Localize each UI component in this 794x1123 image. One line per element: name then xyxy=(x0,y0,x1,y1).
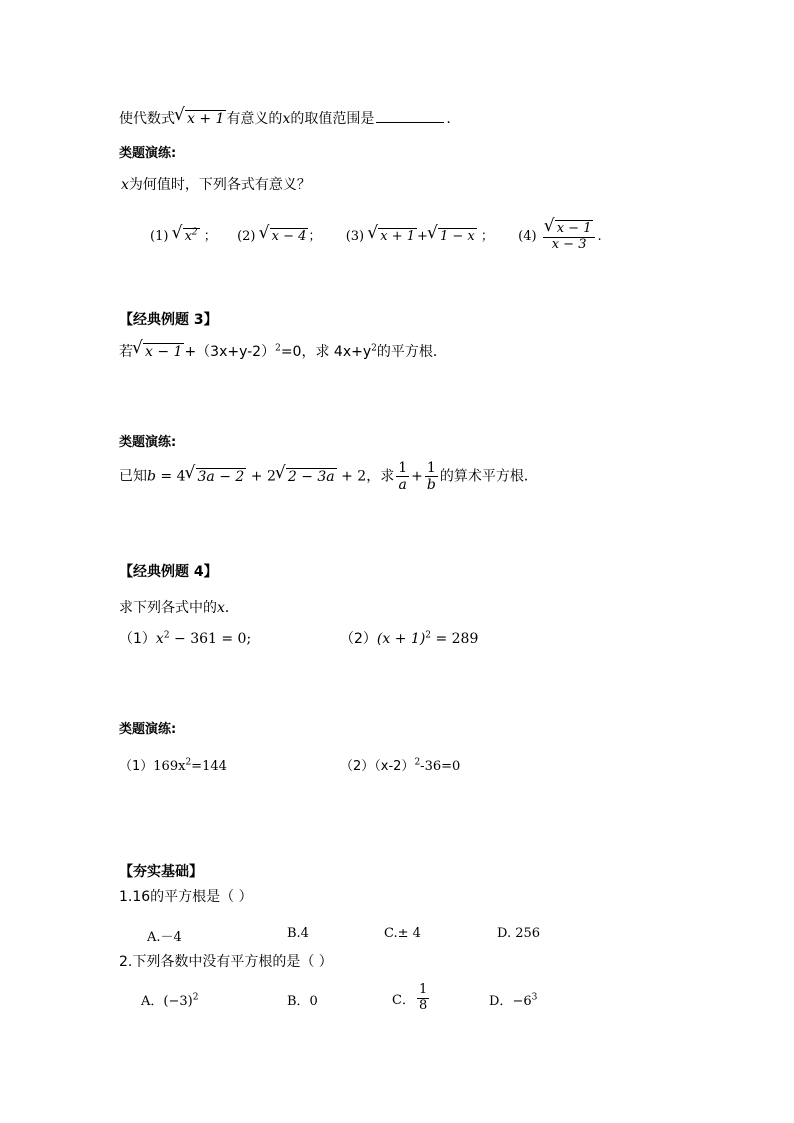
p2-b: b xyxy=(147,468,156,485)
q2-a-exp: 2 xyxy=(192,992,199,1003)
practice-label: 类题演练: xyxy=(119,146,177,161)
example4-item2-exp: 2 xyxy=(425,630,432,641)
example3-radicand: x − 1 xyxy=(145,344,183,360)
p2-frac1-num: 1 xyxy=(398,460,408,476)
example3-exp: 2 xyxy=(275,343,281,354)
example3-exp2: 2 xyxy=(371,343,377,354)
question-sqrt-domain xyxy=(119,110,451,126)
p2-pre: 已知 xyxy=(119,468,147,485)
practice1-prompt xyxy=(121,178,311,192)
q2-a-label: A． xyxy=(141,994,164,1009)
p2-frac2-den: b xyxy=(426,477,436,494)
q1-suffix1: 有意义的 xyxy=(226,111,283,127)
p1-item2-sep: ； xyxy=(308,228,322,244)
example3-pre: 若 xyxy=(119,344,133,360)
example3-end: 的平方根． xyxy=(376,344,447,360)
example3-post: =0，求 4x+y xyxy=(280,344,372,360)
p2-plus: + 2 xyxy=(246,468,276,485)
example4-intro xyxy=(119,601,239,615)
p2-frac2-num: 1 xyxy=(425,460,438,477)
p1-item3-sep: ； xyxy=(480,228,494,244)
basics-q1-option-b[interactable]: B.4 xyxy=(287,926,309,941)
answer-blank[interactable] xyxy=(376,110,444,123)
p1-item1-sep: ； xyxy=(203,228,217,244)
p1-item3-sqrt-b xyxy=(429,228,477,243)
example4-item1-exp: 2 xyxy=(163,630,170,641)
example3-sqrt xyxy=(134,343,184,359)
example4-item1-label: （1） xyxy=(119,631,156,647)
practice3-item2-label: （2） xyxy=(340,759,375,774)
p1-item4-denominator: x − 3 xyxy=(551,236,587,252)
p1-item2-label: (2) xyxy=(237,228,256,244)
q2-c-fraction xyxy=(417,983,429,1014)
basics-q2: 2.下列各数中没有平方根的是（ ） xyxy=(119,954,333,970)
p1-item3-radicand-a: x + 1 xyxy=(380,228,416,244)
q1-suffix2: 的取值范围是 xyxy=(290,111,375,127)
p2-frac2 xyxy=(425,460,438,493)
radicand: x + 1 xyxy=(187,111,225,127)
practice3-item2 xyxy=(340,757,461,774)
basics-q2-option-a[interactable] xyxy=(141,990,198,1009)
q2-c-label: C． xyxy=(392,992,415,1008)
q2-c-den: 8 xyxy=(418,997,428,1013)
practice3-item1-a: 169x xyxy=(153,759,186,774)
practice3-item1-exp: 2 xyxy=(185,757,192,768)
basics-q1-option-d[interactable]: D. 256 xyxy=(497,926,541,941)
example4-intro-end: ． xyxy=(224,600,239,616)
example4-item2-rest: = 289 xyxy=(431,631,479,647)
p2-sqrt2 xyxy=(277,468,337,484)
p2-eq: = 4 xyxy=(155,468,186,485)
p2-tail: + 2 xyxy=(336,468,367,485)
basics-q1: 1.16的平方根是（ ） xyxy=(119,889,253,905)
example4-var: x xyxy=(217,600,225,616)
p1-item4-label: (4) xyxy=(518,228,537,244)
p2-frac1-den: a xyxy=(398,477,407,494)
q2-d-exp: 3 xyxy=(531,992,538,1003)
p1-item4-fraction xyxy=(543,220,596,253)
basics-q1-option-a[interactable]: A.－4 xyxy=(147,930,182,945)
practice3-item1 xyxy=(119,757,227,774)
p1-item1-radicand: x xyxy=(184,228,192,244)
p2-end: 的算术平方根． xyxy=(439,468,538,485)
p1-item1-sqrt xyxy=(174,228,200,243)
p1-item2-radicand: x − 4 xyxy=(271,228,307,244)
q2-d-value: −6 xyxy=(512,994,532,1009)
example4-item1 xyxy=(119,632,251,646)
basics-q2-option-b[interactable]: B．0 xyxy=(287,994,318,1009)
example3-mid: +（3x+y-2） xyxy=(184,344,276,360)
p1-item3-radicand-b: 1 − x xyxy=(439,228,475,244)
p2-mid: ，求 xyxy=(366,468,395,485)
p2-frac1 xyxy=(396,460,409,493)
practice3-label: 类题演练: xyxy=(119,722,177,737)
p1-item3-plus: + xyxy=(417,228,428,244)
example4-item1-var: x xyxy=(155,631,164,647)
practice3-item2-a: （x-2） xyxy=(374,759,415,774)
p1-item3-label: (3) xyxy=(345,228,365,244)
sqrt-expression xyxy=(176,110,226,126)
practice3-item2-b: -36=0 xyxy=(420,759,461,774)
p2-frac-plus: + xyxy=(411,468,423,485)
p1-text: 为何值时，下列各式有意义？ xyxy=(128,177,311,193)
basics-q2-option-d[interactable] xyxy=(489,990,537,1009)
q2-c-num: 1 xyxy=(418,982,428,997)
p1-item4-numerator: x − 1 xyxy=(556,221,592,236)
q1-end: . xyxy=(446,111,451,127)
practice3-item1-label: （1） xyxy=(119,759,154,774)
q1-var: x xyxy=(282,111,291,127)
example4-title: 【经典例题 4】 xyxy=(119,564,218,580)
p2-radicand2: 2 − 3a xyxy=(287,468,335,485)
p1-item1-label: (1) xyxy=(150,228,169,244)
p2-sqrt1 xyxy=(187,468,247,484)
p1-var: x xyxy=(121,177,129,193)
q2-d-label: D． xyxy=(489,994,513,1009)
p1-item4-end: . xyxy=(597,228,602,244)
example3-title: 【经典例题 3】 xyxy=(119,312,218,328)
p1-item3-sqrt-a xyxy=(369,228,417,243)
practice3-item1-b: =144 xyxy=(191,759,227,774)
basics-q2-option-c[interactable] xyxy=(392,983,431,1014)
example3-question xyxy=(119,343,447,359)
example4-item2-base: (x + 1) xyxy=(376,631,426,647)
practice1-items xyxy=(150,220,602,253)
example4-item2-label: （2） xyxy=(340,631,377,647)
p1-item1-exp: 2 xyxy=(191,227,198,238)
q1-prefix: 使代数式 xyxy=(119,111,175,127)
basics-q1-option-c[interactable]: C.± 4 xyxy=(384,926,421,941)
example4-intro-text: 求下列各式中的 xyxy=(119,600,217,616)
example4-item2 xyxy=(340,632,478,646)
p1-item2-sqrt xyxy=(261,228,309,243)
example4-item1-rest: − 361 = 0; xyxy=(169,631,252,647)
practice2-label: 类题演练: xyxy=(119,435,177,450)
practice2-question xyxy=(119,460,538,493)
p2-radicand1: 3a − 2 xyxy=(197,468,245,485)
basics-title: 【夯实基础】 xyxy=(119,864,203,880)
q2-a-value: (−3) xyxy=(163,994,193,1009)
practice3-item2-exp: 2 xyxy=(414,757,421,768)
